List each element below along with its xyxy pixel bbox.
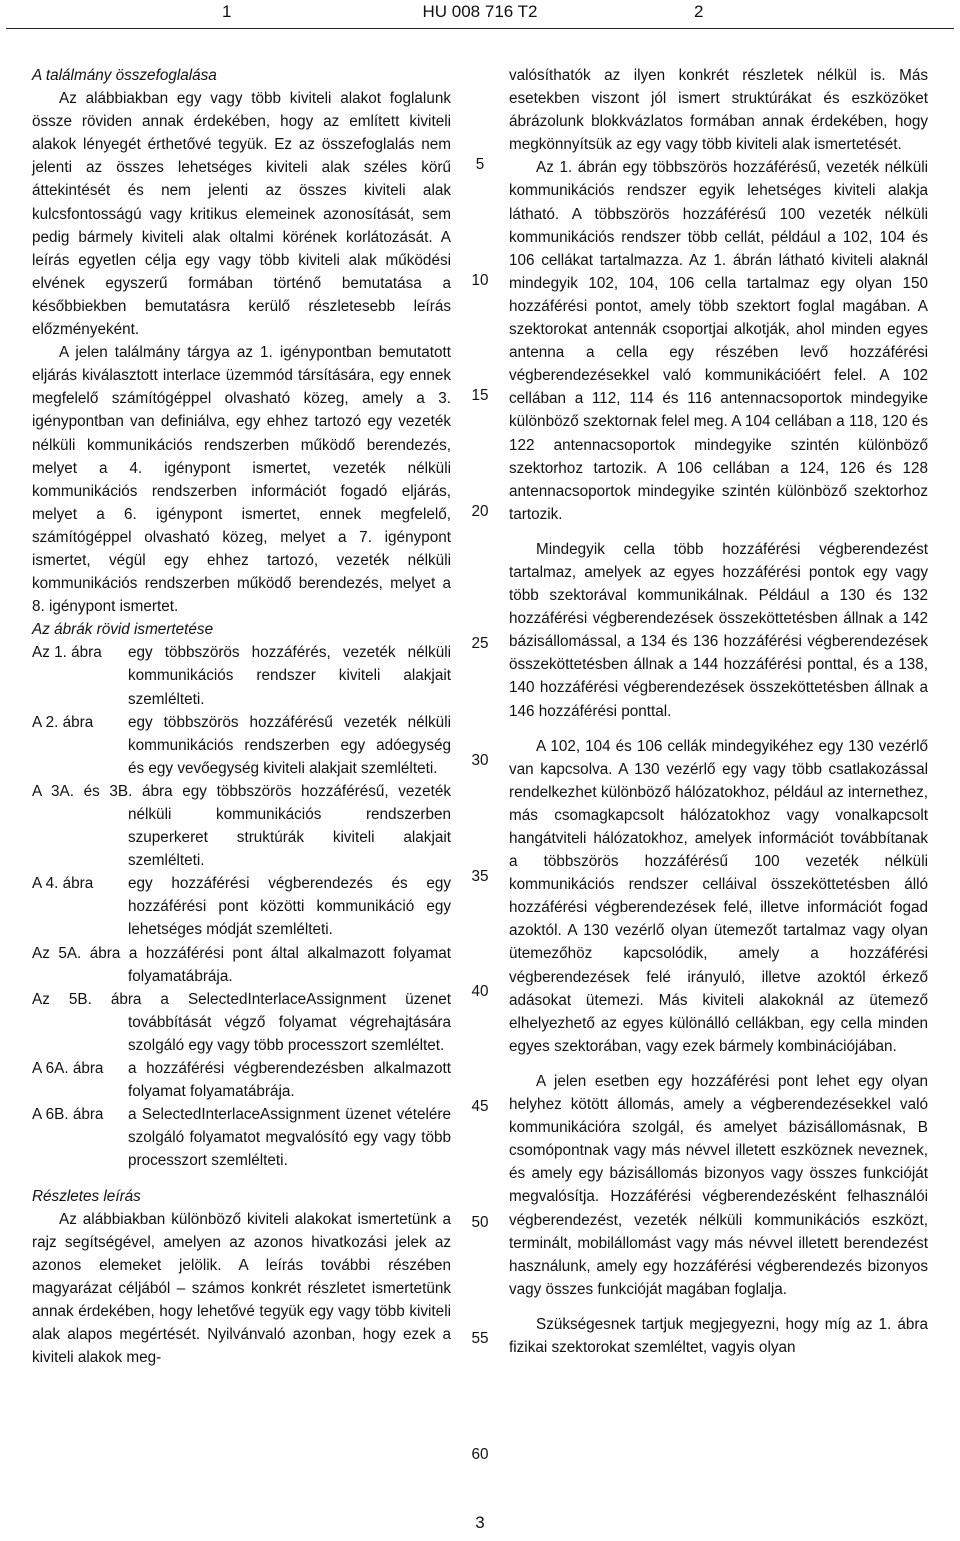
line-number: 60 [471, 1446, 489, 1463]
line-number: 25 [471, 635, 489, 652]
figure-description: egy hozzáférési végberendezés és egy hozzáférési pont közötti kommunikáció egy lehetséges módját szemlélteti. [128, 875, 451, 939]
line-number: 30 [471, 752, 489, 769]
line-number: 40 [471, 983, 489, 1000]
figure-entry-4 [32, 872, 451, 941]
line-number: 45 [471, 1098, 489, 1115]
figure-description: egy többszörös hozzáférés, vezeték nélküli kommunikációs rendszer kiviteli alakjait szemlélteti. [128, 644, 451, 708]
line-number: 10 [471, 272, 489, 289]
figure-label: A 4. ábra [32, 875, 94, 893]
line-number: 20 [471, 503, 489, 520]
detail-heading: Részletes leírás [32, 1187, 141, 1205]
right-paragraph-6: Szükségesnek tartjuk megjegyezni, hogy míg az 1. ábra fizikai szektorokat szemléltet, vagyis olyan [509, 1315, 928, 1356]
page-number: 3 [475, 1513, 485, 1532]
right-paragraph-3: Mindegyik cella több hozzáférési végberendezést tartalmaz, amelyek az egyes hozzáférési pontok egy vagy több szektorával kommunikálnak. Például a 130 és 132 hozzáférési végberendezések összeköttetésben állnak a 142 bázisállomással, a 134 és 136 hozzáférési végberendezések összeköttetésben állnak a 144 hozzáférési ponttal, és a 138, 140 hozzáférési végberendezések összeköttetésben állnak a 146 hozzáférési ponttal. [509, 540, 928, 720]
figure-description: egy többszörös hozzáférésű vezeték nélküli kommunikációs rendszerben egy adóegység és egy vevőegység kiviteli alakjait szemlélteti. [128, 713, 451, 777]
header-rule [6, 28, 954, 29]
right-paragraph-5: A jelen esetben egy hozzáférési pont lehet egy olyan helyhez kötött állomás, amely a végberendezésekkel való kommunikációra szolgál, és amelyet bázisállomásnak, B csomópontnak vagy más névvel illetett eszköznek neveznek, és amely egy bázisállomás bizonyos vagy összes funkcióját megvalósítja. Hozzáférési végberendezésként felhasználói végberendezést, vezeték nélküli kommunikációs eszközt, terminált, mobilállomást vagy más névvel illetett berendezést használunk, amely egy hozzáférési végberendezés bizonyos vagy összes funkcióját magában foglalja. [509, 1072, 928, 1298]
left-column [32, 64, 451, 1369]
right-column-number: 2 [694, 2, 704, 21]
line-number: 15 [471, 387, 489, 404]
figure-description: a SelectedInterlaceAssignment üzenet vételére szolgáló folyamatot megvalósító egy vagy több processzort szemlélteti. [128, 1106, 451, 1170]
right-paragraph-4: A 102, 104 és 106 cellák mindegyikéhez egy 130 vezérlő van kapcsolva. A 130 vezérlő egy vagy több csatlakozással rendelkezhet különböző hálózatokhoz, például az internethez, más csomagkapcsolt hálózatokhoz vagy vonalkapcsolt hangátviteli hálózatokhoz, amelyek információt továbbítanak a többszörös hozzáférésű 100 vezeték nélküli kommunikációs rendszer celláival összeköttetésben álló hozzáférési végberendezések felé, illetve információt fogad azoktól. A 130 vezérlő olyan ütemezőt tartalmaz vagy olyan ütemezőhöz kapcsolódik, amely a hozzáférési végberendezések felé irányuló, illetve azoktól érkező adásokat ütemezi. Más kiviteli alakoknál az ütemező elhelyezhető az egyes különálló cellákban, egy cella minden egyes szektorában, vagy ezek bármely kombinációjában. [509, 737, 928, 1055]
document-id: HU 008 716 T2 [422, 2, 538, 21]
figure-entry-2 [32, 711, 451, 780]
line-number: 35 [471, 868, 489, 885]
right-column [509, 64, 928, 1359]
figure-entry-5: Az 5A. ábra a hozzáférési pont által alkalmazott folyamat folyamatábrája. [32, 944, 451, 985]
summary-heading: A találmány összefoglalása [32, 67, 217, 84]
line-number: 55 [471, 1330, 489, 1347]
figure-label: A 2. ábra [32, 713, 94, 731]
figures-heading: Az ábrák rövid ismertetése [32, 621, 214, 639]
right-paragraph-2: Az 1. ábrán egy többszörös hozzáférésű, vezeték nélküli kommunikációs rendszer egyik lehetséges kiviteli alakja látható. A többszörös hozzáférésű 100 vezeték nélküli kommunikációs rendszer több cellát, például a 102, 104 és 106 cellákat tartalmazza. Az 1. ábrán látható kiviteli alaknál mindegyik 102, 104, 106 cella tartalmaz egy olyan 150 hozzáférési pontot, amely több szektort foglal magában. A szektorokat antennák csoportjai alkotják, ahol minden egyes antenna a cella egy részében levő hozzáférési végberendezésekkel való kommunikációért felel. A 102 cellában a 112, 114 és 116 antennacsoportok mindegyike különböző szektornak felel meg. A 104 cellában a 118, 120 és 122 antennacsoportok mindegyike szintén különböző szektorhoz tartozik. A 106 cellában a 124, 126 és 128 antennacsoportok mindegyike szintén különböző szektorhoz tartozik. [509, 159, 928, 523]
figure-entry-8 [32, 1103, 451, 1172]
summary-paragraph-1: Az alábbiakban egy vagy több kiviteli alakot foglalunk össze röviden annak érdekében, hogy az említett kiviteli alakok lényegét érthetővé tegyük. Ez az összefoglalás nem jelenti az összes lehetséges kiviteli alak széles körű áttekintését és nem jelenti az összes kiviteli alak kulcsfontosságú vagy kritikus elemeinek azonosítását, sem pedig bármely kiviteli alak oltalmi körének korlátozását. A leírás egyetlen célja egy vagy több kiviteli alak működési elvének egyszerű formában történő bemutatása a későbbiekben bemutatásra kerülő részletesebb leírás előzményeként. [32, 90, 451, 339]
summary-paragraph-2: A jelen találmány tárgya az 1. igénypontban bemutatott eljárás kiválasztott interlace üzemmód társítására, egy ennek megfelelő számítógéppel olvasható közeg, amely a 3. igénypontban van definiálva, egy ehhez tartozó egy vezeték nélküli kommunikációs rendszerben működő berendezés, melyet a 4. igénypont ismertet, vezeték nélküli kommunikációs rendszerben információt fogadó eljárás, melyet a 6. igénypont ismertet, ennek megfelelő, számítógéppel olvasható közeg, melyet a 7. igénypont ismertet, végül egy ehhez tartozó, vezeték nélküli kommunikációs rendszerben működő berendezés, melyet a 8. igénypont ismertet. [32, 344, 451, 616]
figure-entry-7 [32, 1057, 451, 1103]
right-paragraph-1: valósíthatók az ilyen konkrét részletek nélkül is. Más esetekben viszont jól ismert struktúrákat és eszközöket ábrázolunk blokkvázlatos formában annak érdekében, hogy megkönnyítsük az egy vagy több kiviteli alak ismertetését. [509, 67, 928, 154]
line-number: 50 [471, 1214, 489, 1231]
detail-paragraph-1: Az alábbiakban különböző kiviteli alakokat ismertetünk a rajz segítségével, amelyen az azonos hivatkozási jelek az azonos elemeket jelölik. A leírás további részében magyarázat céljából – számos konkrét részletet ismertetünk annak érdekében, hogy lehetővé tegyük egy vagy több kiviteli alak alapos megértését. Nyilvánvaló azonban, hogy ezek a kiviteli alakok meg- [32, 1210, 451, 1367]
figure-entry-3: A 3A. és 3B. ábra egy többszörös hozzáférésű, vezeték nélküli kommunikációs rendszerben szuperkeret struktúrák kiviteli alakjait szemlélteti. [32, 782, 451, 870]
figure-label: A 6B. ábra [32, 1106, 104, 1124]
figure-entry-6: Az 5B. ábra a SelectedInterlaceAssignment üzenet továbbítását végző folyamat végrehajtására szolgáló egy vagy több processzort szemléltet. [32, 990, 451, 1054]
left-column-number: 1 [222, 2, 232, 21]
figure-label: Az 1. ábra [32, 644, 102, 662]
figure-entry-1 [32, 641, 451, 710]
figure-description: a hozzáférési végberendezésben alkalmazott folyamat folyamatábrája. [128, 1060, 451, 1101]
figure-label: A 6A. ábra [32, 1060, 104, 1078]
line-number: 5 [475, 156, 485, 173]
